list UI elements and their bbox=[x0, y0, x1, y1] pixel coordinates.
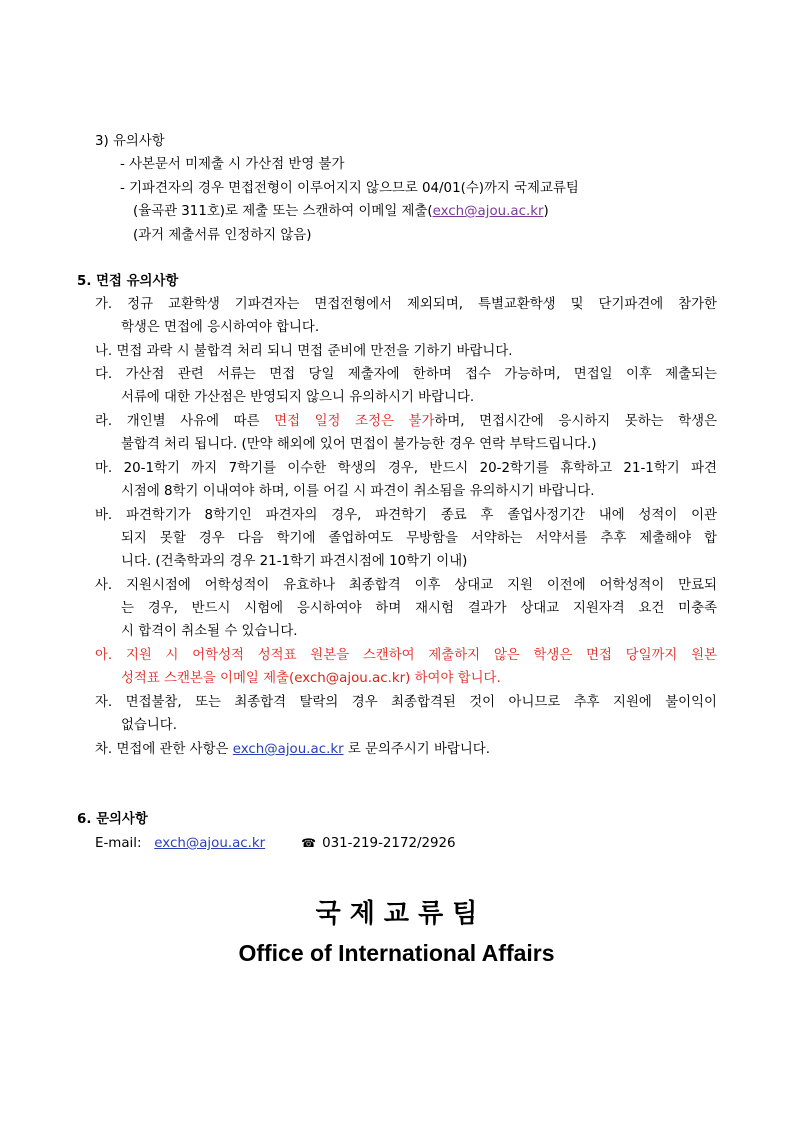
closing-paren: ) bbox=[543, 204, 549, 219]
item-cha-text-1: 차. 면접에 관한 사항은 bbox=[95, 742, 233, 757]
office-title-korean: 국 제 교 류 팀 bbox=[315, 899, 478, 929]
item-ba-line-3: 니다. (건축학과의 경우 21-1학기 파견시점에 10학기 이내) bbox=[121, 554, 468, 569]
item-ba-line-2: 되지 못할 경우 다음 학기에 졸업하여도 무방함을 서약하는 서약서를 추후 제출해야 합 bbox=[121, 531, 717, 546]
email-link[interactable]: exch@ajou.ac.kr bbox=[432, 204, 544, 219]
section-6-heading: 6. 문의사항 bbox=[77, 812, 148, 827]
section-3-heading: 3) 유의사항 bbox=[95, 134, 165, 149]
item-ma-line-1: 마. 20-1학기 까지 7학기를 이수한 학생의 경우, 반드시 20-2학기를 휴학하고 21-1학기 파견 bbox=[95, 461, 717, 476]
item-sa-line-3: 시 합격이 취소될 수 있습니다. bbox=[121, 624, 298, 639]
item-na: 나. 면접 과락 시 불합격 처리 되니 면접 준비에 만전을 기하기 바랍니다. bbox=[95, 344, 513, 359]
section-3-bullet-2-line-2 bbox=[133, 203, 549, 221]
email-link[interactable]: exch@ajou.ac.kr bbox=[154, 836, 266, 851]
item-ra-line-1 bbox=[95, 413, 717, 431]
item-cha bbox=[95, 741, 490, 759]
item-a-line-2 bbox=[121, 670, 501, 688]
section-3-bullet-2-line-3: (과거 제출서류 인정하지 않음) bbox=[133, 228, 312, 243]
section-3-bullet-1: - 사본문서 미제출 시 가산점 반영 불가 bbox=[120, 157, 345, 172]
item-ga-line-1: 가. 정규 교환학생 기파견자는 면접전형에서 제외되며, 특별교환학생 및 단기파견에 참가한 bbox=[95, 297, 717, 312]
item-da-line-2: 서류에 대한 가산점은 반영되지 않으니 유의하시기 바랍니다. bbox=[121, 390, 475, 405]
section-3-bullet-2-text: (율곡관 311호)로 제출 또는 스캔하여 이메일 제출( bbox=[133, 204, 433, 219]
section-5-heading: 5. 면접 유의사항 bbox=[77, 274, 179, 289]
item-sa-line-1: 사. 지원시점에 어학성적이 유효하나 최종합격 이후 상대교 지원 이전에 어학성적이 만료되 bbox=[95, 578, 717, 593]
item-da-line-1: 다. 가산점 관련 서류는 면접 당일 제출자에 한하며 접수 가능하며, 면접일 이후 제출되는 bbox=[95, 367, 717, 382]
phone-icon: ☎ bbox=[301, 836, 317, 850]
item-ra-red-text: 면접 일정 조정은 불가 bbox=[274, 414, 435, 429]
item-a-text-1: 성적표 스캔본을 이메일 제출( bbox=[121, 671, 295, 686]
item-ba-line-1: 바. 파견학기가 8학기인 파견자의 경우, 파견학기 종료 후 졸업사정기간 내에 성적이 이관 bbox=[95, 508, 717, 523]
item-ra-text-1: 라. 개인별 사유에 따른 bbox=[95, 414, 275, 429]
email-label: E-mail: bbox=[95, 836, 142, 851]
item-cha-text-2: 로 문의주시기 바랍니다. bbox=[343, 742, 490, 757]
item-a-text-2: ) 하여야 합니다. bbox=[405, 671, 501, 686]
office-title-english: Office of International Affairs bbox=[238, 940, 555, 966]
item-ma-line-2: 시점에 8학기 이내여야 하며, 이를 어길 시 파견이 취소됨을 유의하시기 바랍니다. bbox=[121, 484, 595, 499]
item-ga-line-2: 학생은 면접에 응시하여야 합니다. bbox=[121, 320, 320, 335]
email-link[interactable]: exch@ajou.ac.kr bbox=[232, 742, 344, 757]
contact-line bbox=[95, 834, 456, 853]
item-ra-text-2: 하며, 면접시간에 응시하지 못하는 학생은 bbox=[434, 414, 718, 429]
item-sa-line-2: 는 경우, 반드시 시험에 응시하여야 하며 재시험 결과가 상대교 지원자격 요건 미충족 bbox=[121, 601, 717, 616]
item-a-email: exch@ajou.ac.kr bbox=[294, 671, 406, 686]
item-ra-line-2: 불합격 처리 됩니다. (만약 해외에 있어 면접이 불가능한 경우 연락 부탁드립니다.) bbox=[121, 437, 597, 452]
section-3-bullet-2: - 기파견자의 경우 면접전형이 이루어지지 않으므로 04/01(수)까지 국제교류팀 bbox=[120, 181, 579, 196]
item-a-line-1: 아. 지원 시 어학성적 성적표 원본을 스캔하여 제출하지 않은 학생은 면접 당일까지 원본 bbox=[95, 648, 717, 663]
item-ja-line-1: 자. 면접불참, 또는 최종합격 탈락의 경우 최종합격된 것이 아니므로 추후 지원에 불이익이 bbox=[95, 695, 717, 710]
item-ja-line-2: 없습니다. bbox=[121, 718, 177, 733]
phone-number: 031-219-2172/2926 bbox=[322, 836, 456, 851]
